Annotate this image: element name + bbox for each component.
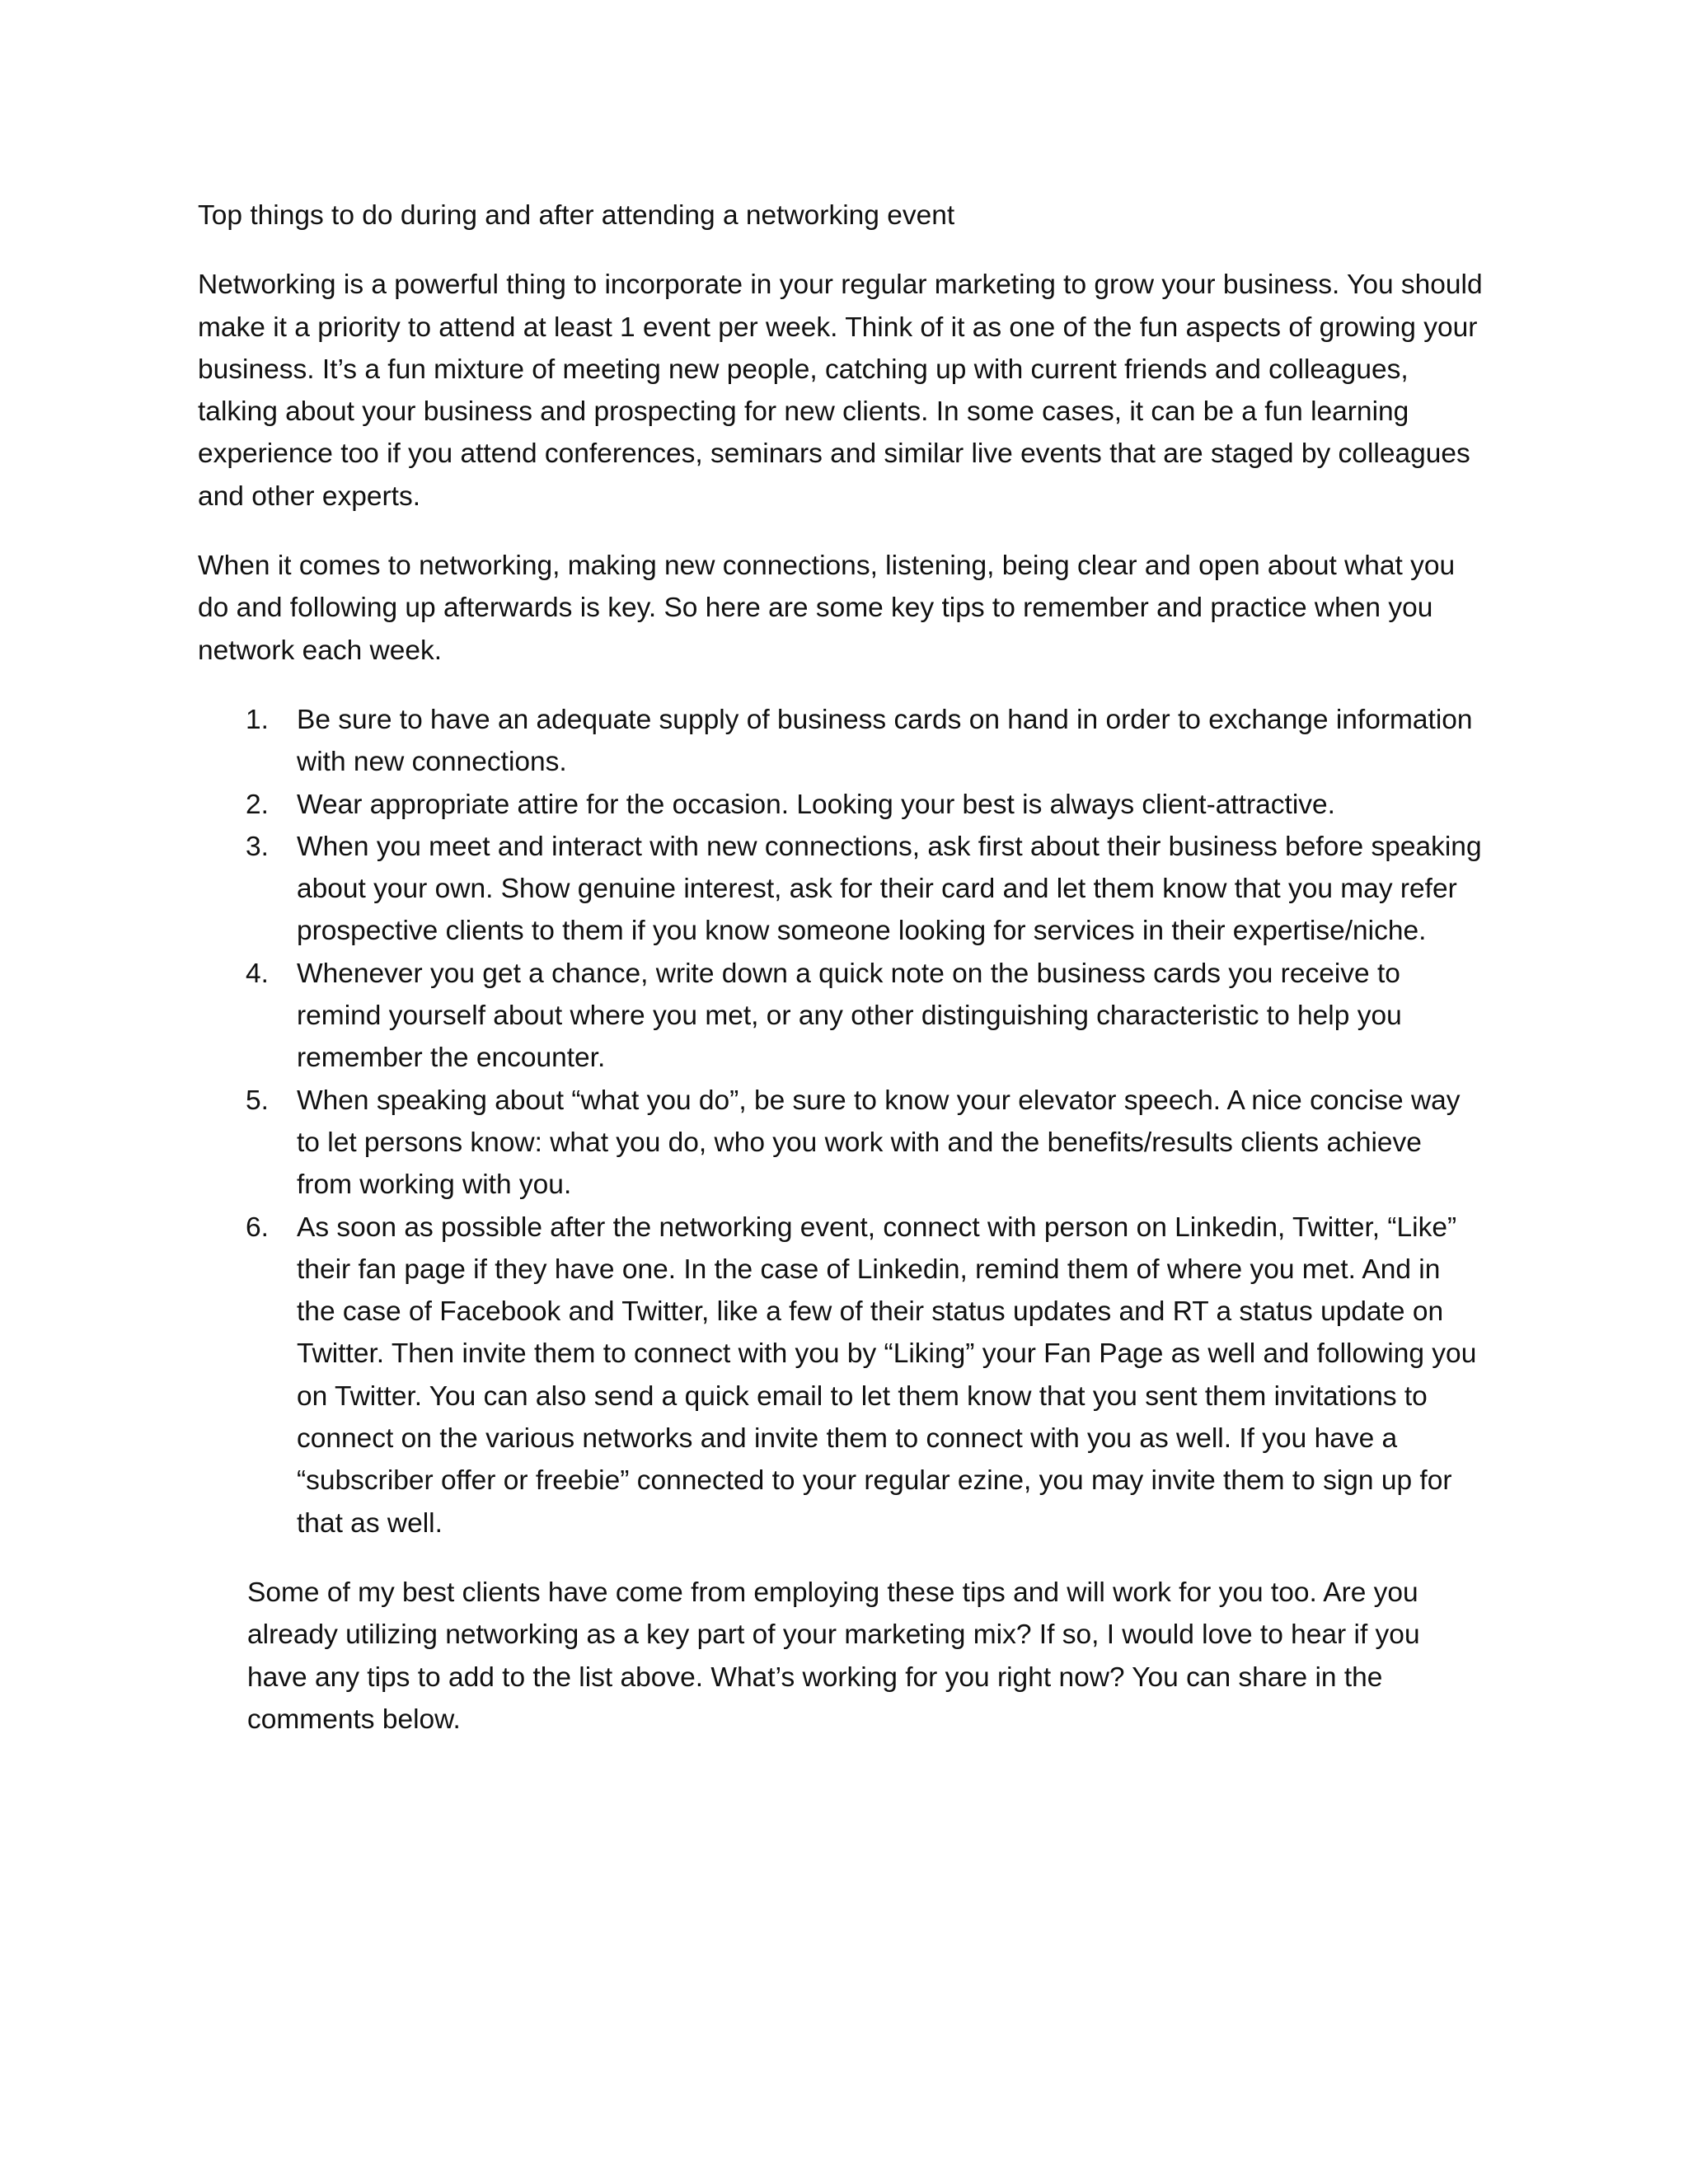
list-item xyxy=(198,953,1484,1080)
list-item-number: 3. xyxy=(246,831,269,862)
list-item xyxy=(198,1207,1484,1544)
list-item xyxy=(198,826,1484,953)
intro-paragraph: Networking is a powerful thing to incorporate in your regular marketing to grow your business. You should make it a priority to attend at least 1 event per week. Think of it as one of the fun aspects of growing your business. It’s a fun mixture of meeting new people, catching up with current friends and colleagues, talking about your business and prospecting for new clients. In some cases, it can be a fun learning experience too if you attend conferences, seminars and similar live events that are staged by colleagues and other experts. xyxy=(198,269,1483,512)
document-body xyxy=(198,194,1484,1741)
list-item xyxy=(198,784,1484,826)
closing-paragraph: Some of my best clients have come from employing these tips and will work for you too. Are you already utilizing networking as a key part of your marketing mix? If so, I would love to hear if you have any tips to add to the list above. What’s working for you right now? You can share in the comments below. xyxy=(247,1577,1420,1735)
list-item-text: Be sure to have an adequate supply of business cards on hand in order to exchange information with new connections. xyxy=(297,704,1473,778)
list-item-text: As soon as possible after the networking event, connect with person on Linkedin, Twitter, “Like” their fan page if they have one. In the case of Linkedin, remind them of where you met. And in the case of Facebook and Twitter, like a few of their status updates and RT a status update on Twitter. Then invite them to connect with you by “Liking” your Fan Page as well and following you on Twitter. You can also send a quick email to let them know that you sent them invitations to connect on the various networks and invite them to connect with you as well. If you have a “subscriber offer or freebie” connected to your regular ezine, you may invite them to sign up for that as well. xyxy=(297,1212,1477,1539)
document-title: Top things to do during and after attending a networking event xyxy=(198,200,955,231)
list-item xyxy=(198,1080,1484,1207)
list-item-text: Whenever you get a chance, write down a quick note on the business cards you receive to remind yourself about where you met, or any other distinguishing characteristic to help you remember the encounter. xyxy=(297,958,1402,1074)
key-tips-paragraph: When it comes to networking, making new connections, listening, being clear and open about what you do and following up afterwards is key. So here are some key tips to remember and practice when you network each week. xyxy=(198,551,1456,666)
list-item-number: 1. xyxy=(246,704,269,735)
list-item-text: Wear appropriate attire for the occasion. Looking your best is always client-attractive. xyxy=(297,789,1335,820)
tips-list xyxy=(198,699,1484,1544)
list-item-number: 6. xyxy=(246,1212,269,1243)
list-item-number: 4. xyxy=(246,958,269,989)
list-item xyxy=(198,699,1484,784)
list-item-number: 5. xyxy=(246,1085,269,1116)
list-item-number: 2. xyxy=(246,789,269,820)
list-item-text: When you meet and interact with new connections, ask first about their business before speaking about your own. Show genuine interest, ask for their card and let them know that you may refer prospective clients to them if you know someone looking for services in their expertise/niche. xyxy=(297,831,1482,947)
list-item-text: When speaking about “what you do”, be sure to know your elevator speech. A nice concise way to let persons know: what you do, who you work with and the benefits/results clients achieve from working with you. xyxy=(297,1085,1461,1201)
